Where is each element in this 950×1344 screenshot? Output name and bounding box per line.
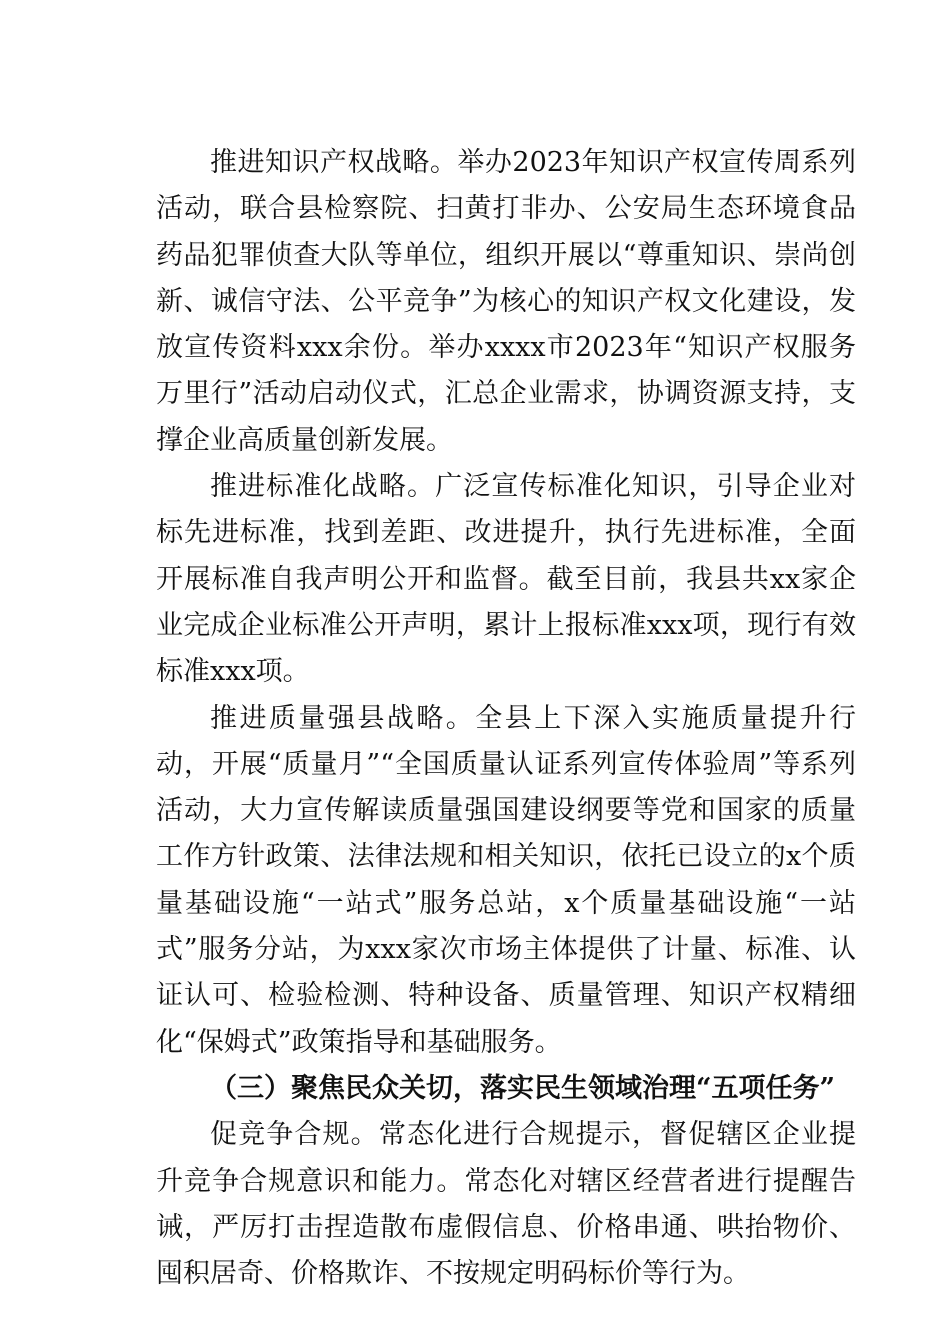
paragraph-ip-strategy: 推进知识产权战略。举办2023年知识产权宣传周系列活动，联合县检察院、扫黄打非办、公安局生态环境食品药品犯罪侦查大队等单位，组织开展以“尊重知识、崇尚创新、诚信守法、公平竞争”为核心的知识产权文化建设，发放宣传资料xxx余份。举办xxxx市2023年“知识产权服务万里行”活动启动仪式，汇总企业需求，协调资源支持，支撑企业高质量创新发展。 [156,147,856,456]
paragraph-standardization-strategy: 推进标准化战略。广泛宣传标准化知识，引导企业对标先进标准，找到差距、改进提升，执行先进标准，全面开展标准自我声明公开和监督。截至目前，我县共xx家企业完成企业标准公开声明，累计上报标准xxx项，现行有效标准xxx项。 [156,471,856,688]
section-heading: （三）聚焦民众关切，落实民生领域治理“五项任务” [210,1072,836,1104]
document-body [156,140,856,1297]
paragraph-quality-strategy: 推进质量强县战略。全县上下深入实施质量提升行动，开展“质量月”“全国质量认证系列宣传体验周”等系列活动，大力宣传解读质量强国建设纲要等党和国家的质量工作方针政策、法律法规和相关知识，依托已设立的x个质量基础设施“一站式”服务总站，x个质量基础设施“一站式”服务分站，为xxx家次市场主体提供了计量、标准、认证认可、检验检测、特种设备、质量管理、知识产权精细化“保姆式”政策指导和基础服务。 [156,702,856,1058]
paragraph-competition-compliance: 促竞争合规。常态化进行合规提示，督促辖区企业提升竞争合规意识和能力。常态化对辖区经营者进行提醒告诫，严厉打击捏造散布虚假信息、价格串通、哄抬物价、囤积居奇、价格欺诈、不按规定明码标价等行为。 [156,1119,856,1290]
